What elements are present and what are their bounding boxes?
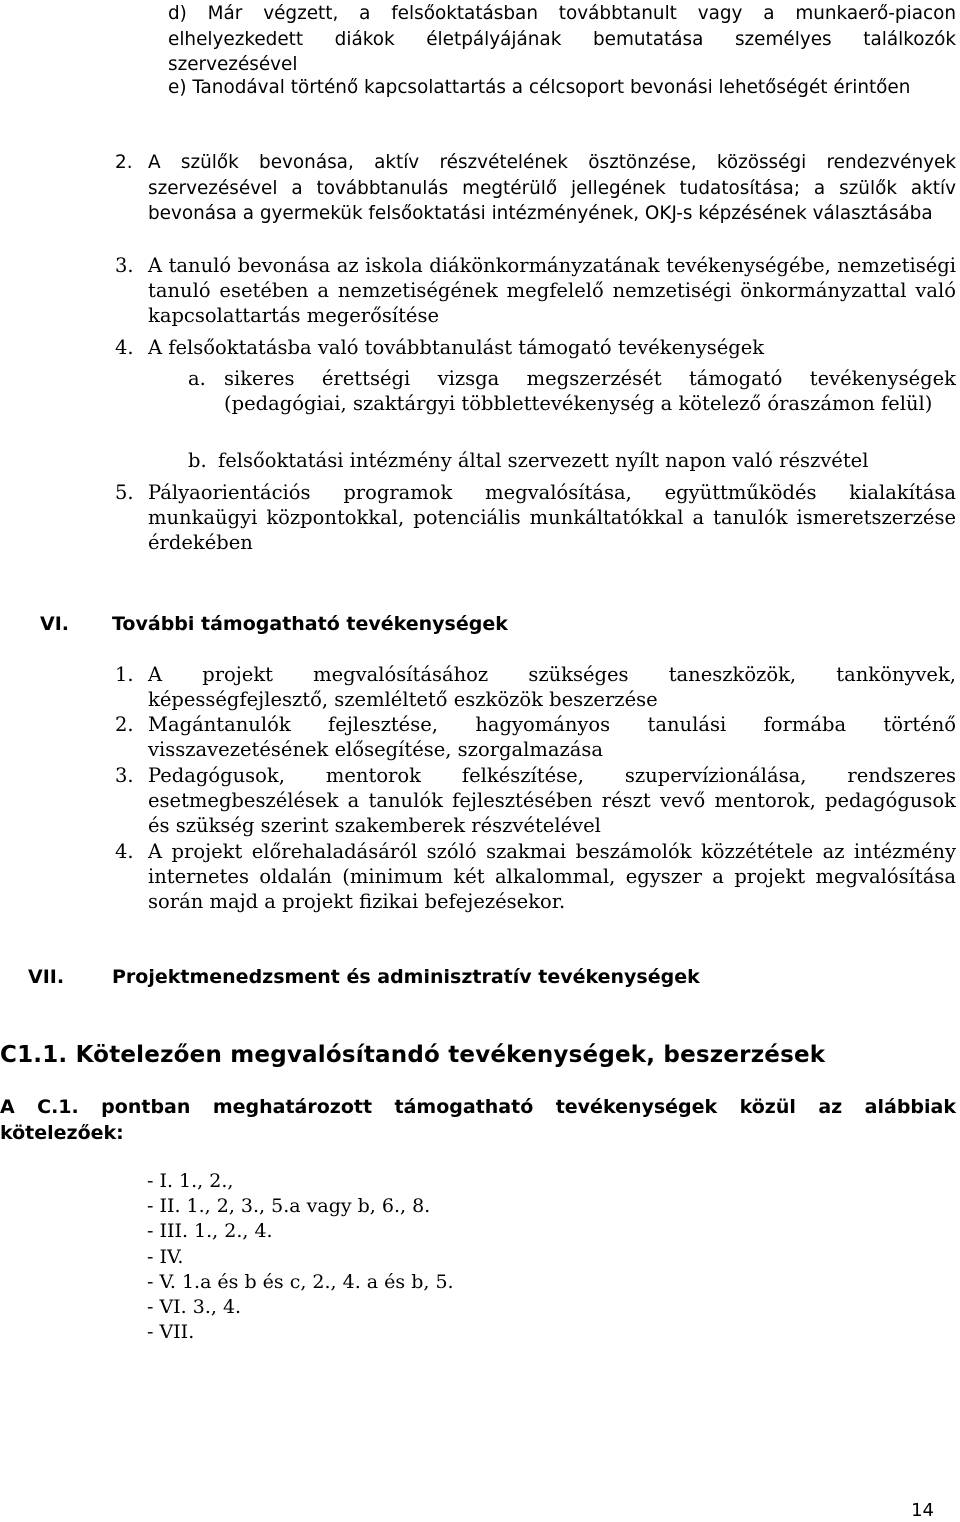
- list-item: - IV.: [147, 1246, 184, 1268]
- item-number: 4.: [115, 336, 134, 359]
- vi-item-2: [115, 712, 956, 762]
- item-number: 4.: [115, 840, 134, 863]
- numbered-item-3: [115, 253, 956, 329]
- item-text: Pályaorientációs programok megvalósítása, együttműködés kialakítása munkaügyi központokkal, potenciális munkáltatókkal a tanulók ismeretszerzése érdekében: [148, 481, 956, 555]
- item-text: Magántanulók fejlesztése, hagyományos tanulási formába történő visszavezetésének elősegítése, szorgalmazása: [148, 713, 956, 762]
- section-vii-title: Projektmenedzsment és adminisztratív tevékenységek: [112, 966, 700, 988]
- item-text: Pedagógusok, mentorok felkészítése, szupervízionálása, rendszeres esetmegbeszélések a tanulók fejlesztésében részt vevő mentorok, pedagógusok és szükség szerint szakemberek részvételével: [148, 764, 956, 838]
- section-vi-number: VI.: [40, 613, 69, 635]
- vi-item-1: [115, 662, 956, 712]
- sub-item-b: [188, 448, 956, 473]
- list-item: - III. 1., 2., 4.: [147, 1220, 273, 1242]
- sub-item-label: a.: [188, 367, 206, 390]
- item-d: d) Már végzett, a felsőoktatásban továbbtanult vagy a munkaerő-piacon elhelyezkedett diákok életpályájának bemutatása személyes találkozók szervezésével: [168, 3, 956, 75]
- item-number: 2.: [115, 152, 133, 173]
- item-text: A projekt előrehaladásáról szóló szakmai beszámolók közzététele az intézmény internetes oldalán (minimum két alkalommal, egyszer a projekt megvalósítása során majd a projekt fizikai befejezésekor.: [148, 840, 956, 914]
- page-number: 14: [911, 1500, 934, 1521]
- list-item: - V. 1.a és b és c, 2., 4. a és b, 5.: [147, 1271, 454, 1293]
- section-vii-number: VII.: [28, 966, 65, 988]
- item-text: A szülők bevonása, aktív részvételének ösztönzése, közösségi rendezvények szervezésével a továbbtanulás megtérülő jellegének tudatosítása; a szülők aktív bevonása a gyermekük felsőoktatási intézményének, OKJ-s képzésének választásába: [148, 152, 956, 224]
- list-item: - II. 1., 2, 3., 5.a vagy b, 6., 8.: [147, 1195, 431, 1217]
- item-text: A felsőoktatásba való továbbtanulást támogató tevékenységek: [148, 336, 765, 359]
- numbered-item-2: [115, 150, 956, 227]
- item-e: e) Tanodával történő kapcsolattartás a célcsoport bevonási lehetőségét érintően: [168, 77, 911, 98]
- item-number: 3.: [115, 254, 134, 277]
- sub-item-a: [188, 366, 956, 416]
- item-number: 2.: [115, 713, 134, 736]
- sub-item-label: b.: [188, 449, 207, 472]
- vi-item-3: [115, 763, 956, 839]
- section-vi-title: További támogatható tevékenységek: [112, 613, 508, 635]
- item-number: 1.: [115, 663, 134, 686]
- list-item: - VI. 3., 4.: [147, 1296, 242, 1318]
- sub-item-text: felsőoktatási intézmény által szervezett nyílt napon való részvétel: [218, 449, 869, 472]
- item-number: 5.: [115, 481, 134, 504]
- list-item: - VII.: [147, 1321, 195, 1343]
- item-text: A projekt megvalósításához szükséges taneszközök, tankönyvek, képességfejlesztő, szemléltető eszközök beszerzése: [148, 663, 956, 712]
- c11-intro: A C.1. pontban meghatározott támogatható tevékenységek közül az alábbiak kötelezőek:: [0, 1096, 956, 1144]
- item-text: A tanuló bevonása az iskola diákönkormányzatának tevékenységébe, nemzetiségi tanuló esetében a nemzetiségének megfelelő nemzetiségi önkormányzattal való kapcsolattartás megerősítése: [148, 254, 956, 328]
- numbered-item-5: [115, 480, 956, 556]
- numbered-item-4: [115, 335, 956, 360]
- item-number: 3.: [115, 764, 134, 787]
- sub-item-text: sikeres érettségi vizsga megszerzését támogató tevékenységek (pedagógiai, szaktárgyi többlettevékenység a kötelező óraszámon felül): [224, 367, 956, 416]
- c11-heading: C1.1. Kötelezően megvalósítandó tevékenységek, beszerzések: [0, 1042, 826, 1068]
- vi-item-4: [115, 839, 956, 915]
- list-item: - I. 1., 2.,: [147, 1170, 234, 1192]
